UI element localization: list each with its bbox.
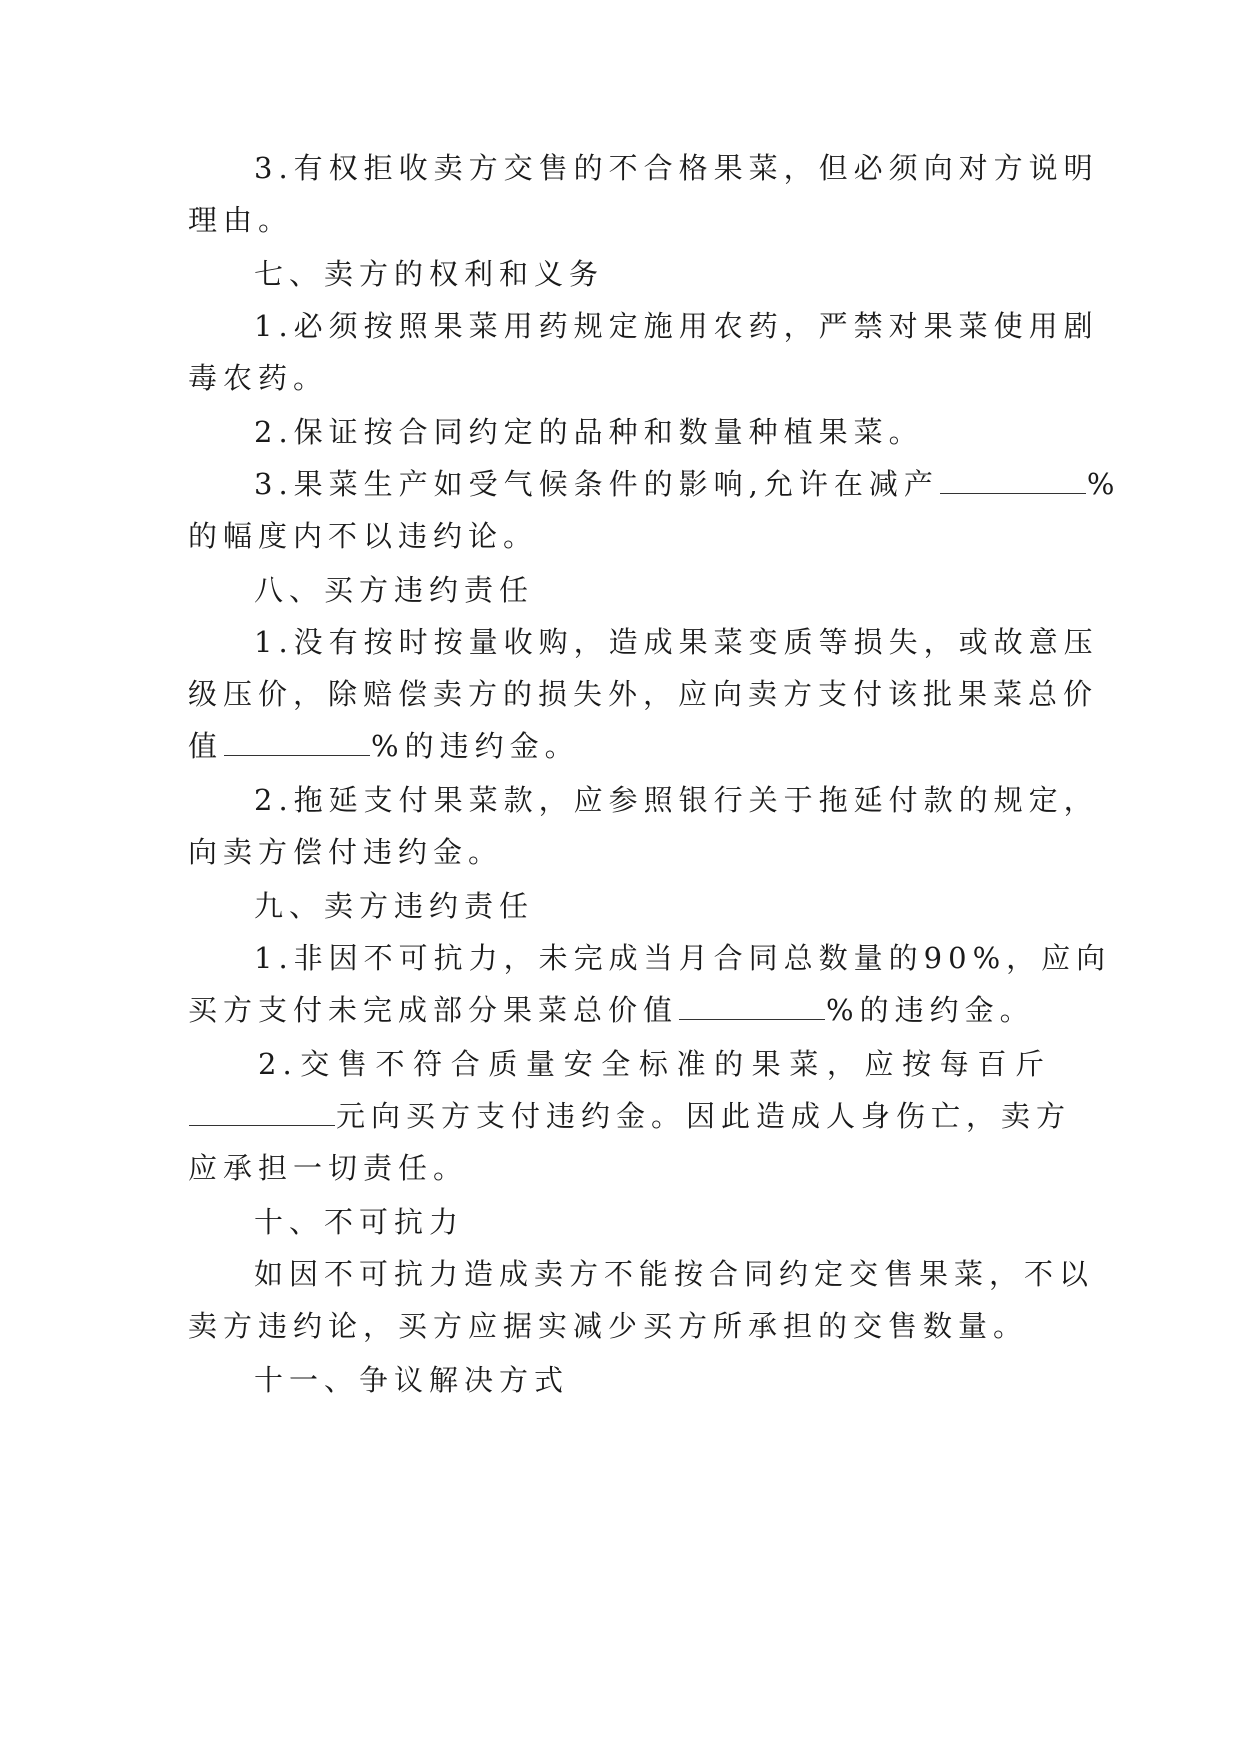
- clause-9-1-tail: %的违约金。: [826, 993, 1035, 1027]
- clause-8-1-tail: %的违约金。: [371, 729, 580, 763]
- clause-9-2-line-1: 2.交售不符合质量安全标准的果菜，应按每百斤: [258, 1047, 1050, 1081]
- clause-7-3-line-2: 的幅度内不以违约论。: [188, 519, 539, 553]
- percent-sign: %: [1086, 467, 1121, 501]
- clause-8-1-line-2: 级压价，除赔偿卖方的损失外，应向卖方支付该批果菜总价: [188, 677, 1099, 711]
- clause-8-1-text: 值: [188, 729, 224, 763]
- clause-9-2-line-3: 应承担一切责任。: [188, 1151, 469, 1185]
- section-heading-7: 七、卖方的权利和义务: [254, 257, 605, 291]
- clause-6-3-line-2: 理由。: [188, 203, 294, 237]
- blank-field[interactable]: [189, 1099, 335, 1126]
- section-heading-9: 九、卖方违约责任: [254, 889, 535, 923]
- blank-field[interactable]: [940, 467, 1086, 494]
- clause-9-2-text: 元向买方支付违约金。因此造成人身伤亡，卖方: [336, 1099, 1072, 1133]
- clause-9-2-line-2: [188, 1096, 1071, 1136]
- section-heading-8: 八、买方违约责任: [254, 573, 535, 607]
- section-heading-11: 十一、争议解决方式: [254, 1363, 570, 1397]
- clause-8-2-line-1: 2.拖延支付果菜款，应参照银行关于拖延付款的规定，: [254, 783, 1099, 817]
- clause-9-1-line-1: 1.非因不可抗力，未完成当月合同总数量的90%，应向: [254, 941, 1112, 975]
- clause-7-1-line-1: 1.必须按照果菜用药规定施用农药，严禁对果菜使用剧: [254, 309, 1099, 343]
- clause-7-2: 2.保证按合同约定的品种和数量种植果菜。: [254, 415, 924, 449]
- clause-6-3-line-1: 3.有权拒收卖方交售的不合格果菜，但必须向对方说明: [254, 151, 1099, 185]
- clause-10-line-2: 卖方违约论，买方应据实减少买方所承担的交售数量。: [188, 1309, 1029, 1343]
- section-heading-10: 十、不可抗力: [254, 1205, 465, 1239]
- clause-8-2-line-2: 向卖方偿付违约金。: [188, 835, 504, 869]
- clause-9-1-line-2: [188, 990, 1035, 1030]
- blank-field[interactable]: [224, 729, 370, 756]
- clause-10-line-1: 如因不可抗力造成卖方不能按合同约定交售果菜，不以: [254, 1257, 1095, 1291]
- clause-8-1-line-3: [188, 726, 580, 766]
- clause-7-3-text: 3.果菜生产如受气候条件的影响,允许在减产: [254, 467, 939, 501]
- clause-7-3-line-1: [254, 464, 1120, 504]
- clause-9-1-text: 买方支付未完成部分果菜总价值: [188, 993, 679, 1027]
- clause-7-1-line-2: 毒农药。: [188, 361, 329, 395]
- clause-8-1-line-1: 1.没有按时按量收购，造成果菜变质等损失，或故意压: [254, 625, 1099, 659]
- blank-field[interactable]: [679, 993, 825, 1020]
